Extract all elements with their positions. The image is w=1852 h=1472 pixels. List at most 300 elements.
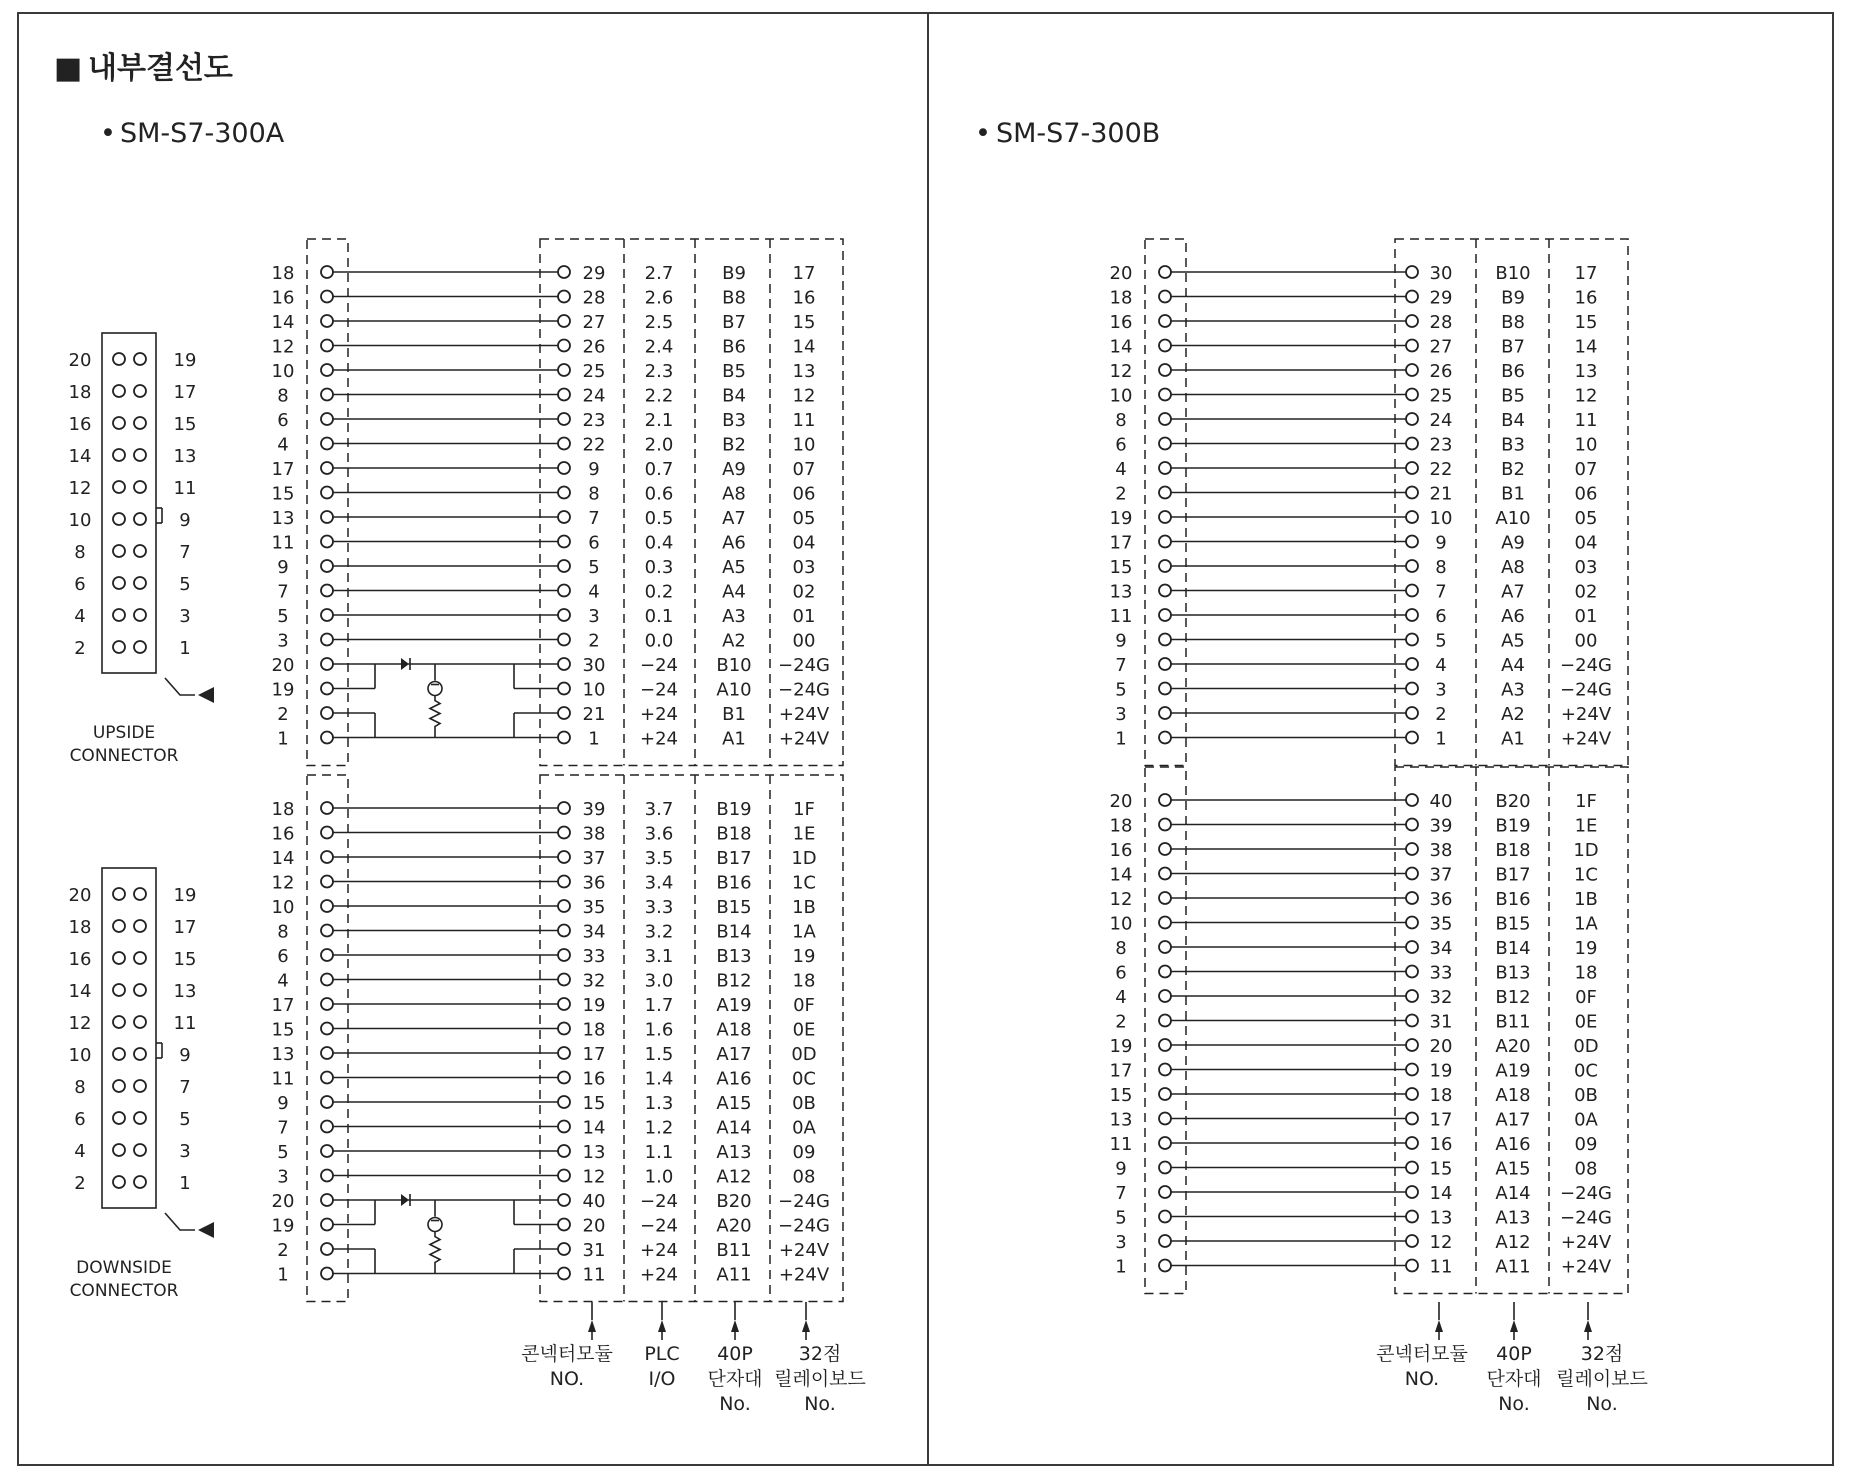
b-g0-terminal-no: B3: [1501, 434, 1525, 456]
a-g1-module-no: 35: [582, 897, 606, 918]
a-g1-right-terminal: [558, 1170, 570, 1182]
a-connector-1-pin-number-left: 12: [68, 1013, 92, 1034]
b-g0-left-terminal: [1159, 585, 1171, 597]
b-g1-relay-no: 0C: [1573, 1060, 1599, 1082]
b-g0-connector-pin-label: 19: [1109, 508, 1133, 529]
a-g1-left-terminal: [321, 900, 333, 912]
a-g1-right-terminal: [558, 1268, 570, 1280]
b-g0-terminal-no: A8: [1501, 557, 1525, 578]
a-g1-module-no: 18: [582, 1019, 606, 1041]
a-connector-1-pin-number-right: 17: [173, 917, 197, 938]
b-g1-relay-no: 09: [1574, 1134, 1598, 1155]
b-g1-left-terminal: [1159, 1186, 1171, 1198]
a-g0-right-terminal: [558, 658, 570, 670]
a-g1-plc-io: 1.7: [644, 995, 674, 1016]
b-g1-left-terminal: [1159, 1064, 1171, 1076]
a-g1-right-terminal: [558, 802, 570, 814]
b-g0-terminal-no: B10: [1495, 263, 1531, 284]
a-connector-1-pin-number-left: 4: [74, 1141, 86, 1162]
a-g1-module-no: 40: [582, 1191, 606, 1212]
a-g0-left-terminal: [321, 585, 333, 597]
a-g0-relay-no: 11: [792, 410, 816, 431]
a-connector-0-pin-hole: [134, 641, 146, 653]
a-g1-left-terminal: [321, 802, 333, 814]
b-g0-right-terminal: [1406, 340, 1418, 352]
b-g0-relay-no: 13: [1574, 361, 1598, 382]
a-g0-relay-no: 07: [792, 459, 816, 480]
b-g1-terminal-no: A20: [1495, 1036, 1531, 1057]
a-connector-0-pin-hole: [134, 353, 146, 365]
a-g0-module-no: 22: [582, 434, 606, 456]
a-g0-relay-no: 05: [792, 508, 816, 529]
a-connector-0-pin-number-left: 10: [68, 510, 92, 531]
b-g1-terminal-no: A19: [1495, 1060, 1531, 1082]
a-g0-terminal-no: B9: [722, 263, 746, 284]
a-g0-left-terminal: [321, 560, 333, 572]
a-g0-left-terminal: [321, 462, 333, 474]
a-connector-1-pin-hole: [113, 888, 125, 900]
b-g0-relay-no: −24G: [1560, 679, 1612, 701]
b-g1-terminal-no: A17: [1495, 1109, 1531, 1131]
a-g1-relay-no: 18: [792, 970, 816, 992]
b-g1-right-terminal: [1406, 868, 1418, 880]
a-g1-relay-no: 1F: [793, 799, 815, 820]
b-g0-left-terminal: [1159, 658, 1171, 670]
a-g0-connector-pin-label: 2: [277, 704, 289, 725]
a-g1-relay-no: 0B: [792, 1093, 816, 1114]
a-connector-0-pin-hole: [113, 609, 125, 621]
b-g1-terminal-no: A18: [1495, 1085, 1531, 1106]
b-g1-left-terminal: [1159, 1137, 1171, 1149]
b-g0-module-no: 5: [1435, 630, 1447, 652]
b-g1-right-terminal: [1406, 1211, 1418, 1223]
a-connector-1-pin-number-left: 14: [68, 981, 92, 1002]
b-g0-connector-pin-label: 7: [1115, 655, 1127, 676]
b-g1-relay-no: 0A: [1574, 1109, 1598, 1131]
b-g0-terminal-no: B8: [1501, 312, 1525, 333]
b-g0-connector-pin-label: 15: [1109, 557, 1133, 578]
b-g0-right-terminal: [1406, 462, 1418, 474]
b-g1-relay-no: 1F: [1575, 791, 1597, 812]
a-connector-0-body: [102, 333, 156, 673]
a-connector-1-pin-hole: [113, 1080, 125, 1092]
b-g1-terminal-no: A11: [1495, 1256, 1531, 1278]
b-g0-module-no: 7: [1435, 581, 1447, 603]
b-g0-left-terminal: [1159, 536, 1171, 548]
a-footer-2-label-line1: 40P: [717, 1343, 753, 1365]
a-g0-relay-no: +24V: [778, 704, 830, 725]
a-g1-terminal-no: B15: [716, 897, 752, 918]
heading-bullet: ■: [54, 51, 83, 86]
a-g0-relay-no: 00: [792, 630, 816, 652]
b-g0-terminal-no: A5: [1501, 630, 1525, 652]
b-g0-terminal-no: A6: [1501, 606, 1525, 627]
a-g0-terminal-no: A7: [722, 508, 746, 529]
a-g1-left-terminal: [321, 1170, 333, 1182]
b-g0-right-terminal: [1406, 315, 1418, 327]
a-connector-0-pin-hole: [134, 545, 146, 557]
a-footer-3-label-line2: 릴레이보드: [774, 1368, 866, 1390]
a-g1-right-terminal: [558, 876, 570, 888]
a-g1-module-no: 15: [582, 1093, 606, 1114]
a-g0-terminal-no: B7: [722, 312, 746, 333]
a-g0-left-terminal: [321, 634, 333, 646]
a-g0-plc-io: 2.1: [644, 410, 674, 431]
a-connector-0-pin-hole: [134, 385, 146, 397]
b-g0-connector-pin-label: 9: [1115, 630, 1127, 652]
a-connector-0-pin-number-left: 4: [74, 606, 86, 627]
a-connector-0-pin-hole: [134, 513, 146, 525]
a-g1-right-terminal: [558, 1072, 570, 1084]
a-g0-left-terminal: [321, 609, 333, 621]
a-connector-0-pin-hole: [134, 449, 146, 461]
b-g1-relay-no: −24G: [1560, 1183, 1612, 1204]
a-g1-terminal-no: A20: [716, 1215, 752, 1237]
b-g0-module-no: 2: [1435, 704, 1447, 725]
a-connector-0-pin-hole: [113, 641, 125, 653]
a-g1-terminal-no: A15: [716, 1093, 752, 1114]
a-connector-1-pin-number-left: 16: [68, 949, 92, 970]
a-g0-left-terminal: [321, 511, 333, 523]
a-g0-module-no: 5: [588, 557, 600, 578]
b-g1-right-terminal: [1406, 1260, 1418, 1272]
a-g1-plc-io: 1.3: [644, 1093, 674, 1114]
b-g1-module-no: 20: [1429, 1036, 1453, 1057]
b-g0-module-no: 22: [1429, 459, 1453, 480]
a-connector-0-pin-number-left: 6: [74, 574, 86, 595]
a-g0-relay-no: −24G: [778, 679, 830, 701]
a-connector-1-pin-number-right: 9: [179, 1045, 191, 1066]
a-g1-right-terminal: [558, 1096, 570, 1108]
a-connector-1-pin-hole: [113, 1112, 125, 1124]
a-g1-connector-pin-label: 4: [277, 970, 289, 992]
a-g1-terminal-no: B11: [716, 1240, 752, 1261]
b-g0-left-terminal: [1159, 683, 1171, 695]
a-g1-right-terminal: [558, 1243, 570, 1255]
a-g0-plc-io: 0.2: [644, 581, 674, 603]
b-g0-connector-pin-label: 2: [1115, 483, 1127, 505]
a-connector-0-pin-hole: [113, 481, 125, 493]
b-g1-left-terminal: [1159, 1039, 1171, 1051]
a-footer-0-label-line1: 콘넥터모듈: [521, 1343, 613, 1365]
a-g0-plc-io: 0.7: [644, 459, 674, 480]
a-footer-1-label-line2: I/O: [648, 1368, 676, 1390]
b-g0-module-no: 1: [1435, 728, 1447, 750]
b-g0-module-no: 23: [1429, 434, 1453, 456]
a-g0-terminal-no: A5: [722, 557, 746, 578]
a-g0-terminal-no: B5: [722, 361, 746, 382]
b-g1-relay-no: 0E: [1574, 1011, 1598, 1033]
a-g1-left-terminal: [321, 827, 333, 839]
b-g1-right-terminal: [1406, 892, 1418, 904]
a-g0-module-no: 10: [582, 679, 606, 701]
b-g1-right-terminal: [1406, 1064, 1418, 1076]
a-g1-connector-pin-label: 16: [271, 823, 295, 845]
b-g1-module-no: 36: [1429, 889, 1453, 910]
a-g1-connector-pin-label: 20: [271, 1191, 295, 1212]
b-g0-left-terminal: [1159, 266, 1171, 278]
a-footer-3-arrow-icon: [802, 1320, 810, 1332]
a-g0-connector-pin-label: 19: [271, 679, 295, 701]
a-g1-right-terminal: [558, 998, 570, 1010]
b-footer-0-label-line1: 콘넥터모듈: [1376, 1343, 1468, 1365]
b-g1-left-terminal: [1159, 1211, 1171, 1223]
a-g1-module-no: 14: [582, 1117, 606, 1139]
a-g1-right-terminal: [558, 827, 570, 839]
b-g0-right-terminal: [1406, 658, 1418, 670]
b-g1-connector-pin-label: 18: [1109, 815, 1133, 837]
a-g0-diode-icon: [401, 658, 409, 670]
b-g0-module-no: 6: [1435, 606, 1447, 627]
a-g0-left-terminal: [321, 340, 333, 352]
a-connector-0-pin-number-left: 20: [68, 350, 92, 371]
b-g1-relay-no: 1A: [1574, 913, 1598, 935]
b-g0-relay-no: 04: [1574, 532, 1598, 554]
b-g1-right-terminal: [1406, 1137, 1418, 1149]
b-g0-relay-no: 12: [1574, 385, 1598, 407]
b-g1-terminal-no: B11: [1495, 1011, 1531, 1033]
a-g1-module-no: 16: [582, 1068, 606, 1090]
b-g1-left-terminal: [1159, 1235, 1171, 1247]
a-g0-left-terminal: [321, 266, 333, 278]
b-g0-connector-pin-label: 11: [1109, 606, 1133, 627]
b-g1-right-terminal: [1406, 941, 1418, 953]
a-g0-right-terminal: [558, 511, 570, 523]
a-g1-connector-pin-label: 2: [277, 1240, 289, 1261]
a-g1-terminal-no: A19: [716, 995, 752, 1016]
a-g0-right-terminal: [558, 683, 570, 695]
b-g0-relay-no: 15: [1574, 312, 1598, 333]
b-g1-right-terminal: [1406, 794, 1418, 806]
b-g0-left-terminal: [1159, 291, 1171, 303]
b-g1-right-terminal: [1406, 843, 1418, 855]
a-g1-connector-pin-label: 8: [277, 921, 289, 943]
b-g0-terminal-no: A4: [1501, 655, 1525, 676]
a-footer-1-label-line1: PLC: [644, 1343, 680, 1365]
b-g0-right-terminal: [1406, 487, 1418, 499]
a-g1-left-terminal: [321, 876, 333, 888]
a-g1-relay-no: 0A: [792, 1117, 816, 1139]
a-g0-plc-io: −24: [640, 679, 678, 701]
a-g1-left-terminal: [321, 949, 333, 961]
b-g1-relay-no: −24G: [1560, 1207, 1612, 1229]
b-g0-connector-pin-label: 5: [1115, 679, 1127, 701]
a-g0-module-no: 3: [588, 606, 600, 627]
a-connector-1-pin-number-right: 19: [173, 885, 197, 906]
b-g1-module-no: 35: [1429, 913, 1453, 935]
a-connector-1-pin-hole: [113, 984, 125, 996]
a-g0-module-no: 21: [582, 704, 606, 725]
b-g0-relay-no: 11: [1574, 410, 1598, 431]
b-g1-right-terminal: [1406, 1088, 1418, 1100]
a-g0-left-terminal: [321, 707, 333, 719]
a-g1-module-no: 36: [582, 872, 606, 894]
a-connector-0-pin-hole: [113, 449, 125, 461]
a-g0-right-terminal: [558, 413, 570, 425]
a-footer-2-label-line2: 단자대: [707, 1368, 763, 1390]
a-g0-relay-no: +24V: [778, 728, 830, 750]
a-connector-0-pin-hole: [134, 481, 146, 493]
b-footer-0-label-line2: NO.: [1404, 1368, 1440, 1390]
b-g1-connector-pin-label: 4: [1115, 987, 1127, 1008]
a-connector-0-pin-number-left: 18: [68, 382, 92, 403]
b-g1-relay-no: 1B: [1574, 889, 1598, 910]
a-connector-1-pin-hole: [113, 1176, 125, 1188]
a-g0-left-terminal: [321, 438, 333, 450]
b-g1-connector-pin-label: 6: [1115, 962, 1127, 984]
b-footer-2-label-line2: 릴레이보드: [1556, 1368, 1648, 1390]
a-g0-connector-pin-label: 5: [277, 606, 289, 627]
b-g0-right-terminal: [1406, 634, 1418, 646]
a-g0-connector-pin-label: 7: [277, 581, 289, 603]
a-g1-module-no: 38: [582, 823, 606, 845]
b-g0-terminal-no: B7: [1501, 336, 1525, 358]
a-connector-1-pin-number-right: 7: [179, 1077, 191, 1098]
b-g0-module-no: 26: [1429, 361, 1453, 382]
b-g1-connector-pin-label: 13: [1109, 1109, 1133, 1131]
b-g1-right-terminal: [1406, 1162, 1418, 1174]
b-g1-terminal-no: B20: [1495, 791, 1531, 812]
a-g1-terminal-no: A16: [716, 1068, 752, 1090]
b-g1-connector-pin-label: 1: [1115, 1256, 1127, 1278]
b-g0-terminal-no: A2: [1501, 704, 1525, 725]
a-g1-plc-io: 3.4: [644, 872, 674, 894]
a-g1-connector-pin-label: 18: [271, 799, 295, 820]
b-g0-right-terminal: [1406, 266, 1418, 278]
b-g1-module-no: 34: [1429, 938, 1453, 959]
a-connector-1-pin-hole: [113, 1048, 125, 1060]
a-g0-left-terminal: [321, 683, 333, 695]
a-g1-right-terminal: [558, 1145, 570, 1157]
a-g0-right-terminal: [558, 340, 570, 352]
b-g0-module-no: 24: [1429, 410, 1453, 431]
a-g0-relay-no: 06: [792, 483, 816, 505]
b-g0-connector-pin-label: 18: [1109, 287, 1133, 309]
a-g0-resistor-icon: [430, 696, 440, 738]
a-g0-left-terminal: [321, 389, 333, 401]
a-g0-left-terminal: [321, 291, 333, 303]
a-g1-module-no: 12: [582, 1166, 606, 1188]
b-g0-relay-no: 03: [1574, 557, 1598, 578]
a-g0-right-terminal: [558, 462, 570, 474]
a-g1-left-terminal: [321, 851, 333, 863]
b-footer-2-label-line3: No.: [1586, 1393, 1618, 1415]
b-g1-relay-no: 19: [1574, 938, 1598, 959]
a-g1-left-terminal: [321, 1194, 333, 1206]
a-g0-module-no: 29: [582, 263, 606, 284]
b-g1-module-no: 32: [1429, 987, 1453, 1008]
b-g0-relay-no: 01: [1574, 606, 1598, 627]
a-g1-module-no: 33: [582, 946, 606, 967]
b-g1-left-terminal: [1159, 868, 1171, 880]
a-g0-plc-io: +24: [640, 728, 678, 750]
a-g0-left-terminal: [321, 413, 333, 425]
a-g1-connector-pin-label: 12: [271, 872, 295, 894]
a-footer-2-label-line3: No.: [719, 1393, 751, 1415]
a-g0-right-terminal: [558, 609, 570, 621]
b-g0-terminal-no: A1: [1501, 728, 1525, 750]
a-g1-left-terminal: [321, 998, 333, 1010]
a-connector-0-pin-hole: [113, 577, 125, 589]
b-g1-relay-no: 0B: [1574, 1085, 1598, 1106]
a-g1-left-terminal: [321, 1145, 333, 1157]
a-g1-connector-pin-label: 1: [277, 1264, 289, 1286]
a-g0-relay-no: 16: [792, 287, 816, 309]
b-g0-connector-pin-label: 13: [1109, 581, 1133, 603]
a-connector-0-pin-hole: [113, 385, 125, 397]
b-g0-connector-pin-label: 6: [1115, 434, 1127, 456]
a-connector-1-pointer-line: [165, 1213, 195, 1230]
a-g1-left-terminal: [321, 925, 333, 937]
b-g0-left-terminal: [1159, 340, 1171, 352]
a-connector-1-pin-hole: [134, 1016, 146, 1028]
a-g1-led-icon: [428, 1218, 442, 1232]
a-g0-plc-io: 2.5: [644, 312, 674, 333]
a-g0-terminal-no: B3: [722, 410, 746, 431]
b-g1-module-no: 39: [1429, 815, 1453, 837]
a-connector-1-pin-number-left: 2: [74, 1173, 86, 1194]
b-g0-left-terminal: [1159, 413, 1171, 425]
a-g0-connector-pin-label: 20: [271, 655, 295, 676]
a-g0-left-terminal: [321, 364, 333, 376]
a-g1-terminal-no: B12: [716, 970, 752, 992]
b-g1-right-terminal: [1406, 917, 1418, 929]
b-g0-module-no: 8: [1435, 557, 1447, 578]
a-g1-terminal-no: A14: [716, 1117, 752, 1139]
a-g1-terminal-no: B14: [716, 921, 752, 943]
a-connector-1-pin-number-right: 13: [173, 981, 197, 1002]
a-g1-left-terminal: [321, 1243, 333, 1255]
a-g0-module-no: 4: [588, 581, 600, 603]
a-g0-relay-no: 04: [792, 532, 816, 554]
a-g1-relay-no: 0F: [793, 995, 815, 1016]
b-footer-0-arrow-icon: [1435, 1320, 1443, 1332]
a-g1-right-terminal: [558, 1194, 570, 1206]
b-g1-connector-pin-label: 3: [1115, 1232, 1127, 1253]
b-g1-left-terminal: [1159, 1088, 1171, 1100]
a-g0-right-terminal: [558, 707, 570, 719]
b-g1-left-terminal: [1159, 1015, 1171, 1027]
b-g0-left-terminal: [1159, 732, 1171, 744]
b-g1-terminal-no: B13: [1495, 962, 1531, 984]
a-g1-relay-no: 0E: [792, 1019, 816, 1041]
a-g0-right-terminal: [558, 634, 570, 646]
a-g1-relay-no: −24G: [778, 1215, 830, 1237]
a-g0-connector-pin-label: 8: [277, 385, 289, 407]
a-g0-module-no: 8: [588, 483, 600, 505]
a-g1-right-terminal: [558, 1219, 570, 1231]
b-g1-terminal-no: A12: [1495, 1232, 1531, 1253]
b-g1-connector-pin-label: 14: [1109, 864, 1133, 886]
b-g1-right-terminal: [1406, 1235, 1418, 1247]
a-g0-module-no: 26: [582, 336, 606, 358]
b-g1-module-no: 17: [1429, 1109, 1453, 1131]
a-g1-plc-io: 1.6: [644, 1019, 674, 1041]
b-g1-module-no: 14: [1429, 1183, 1453, 1204]
b-g0-left-terminal: [1159, 560, 1171, 572]
b-g0-right-terminal: [1406, 389, 1418, 401]
a-connector-0-pin-number-left: 8: [74, 542, 86, 563]
b-g0-relay-no: 05: [1574, 508, 1598, 529]
a-g0-terminal-no: A3: [722, 606, 746, 627]
a-g0-terminal-no: A10: [716, 679, 752, 701]
a-g1-connector-pin-label: 11: [271, 1068, 295, 1090]
b-g0-right-terminal: [1406, 707, 1418, 719]
b-g0-terminal-no: B5: [1501, 385, 1525, 407]
a-g0-module-no: 7: [588, 508, 600, 529]
a-connector-0-pin-number-right: 7: [179, 542, 191, 563]
b-g1-connector-pin-label: 16: [1109, 840, 1133, 861]
